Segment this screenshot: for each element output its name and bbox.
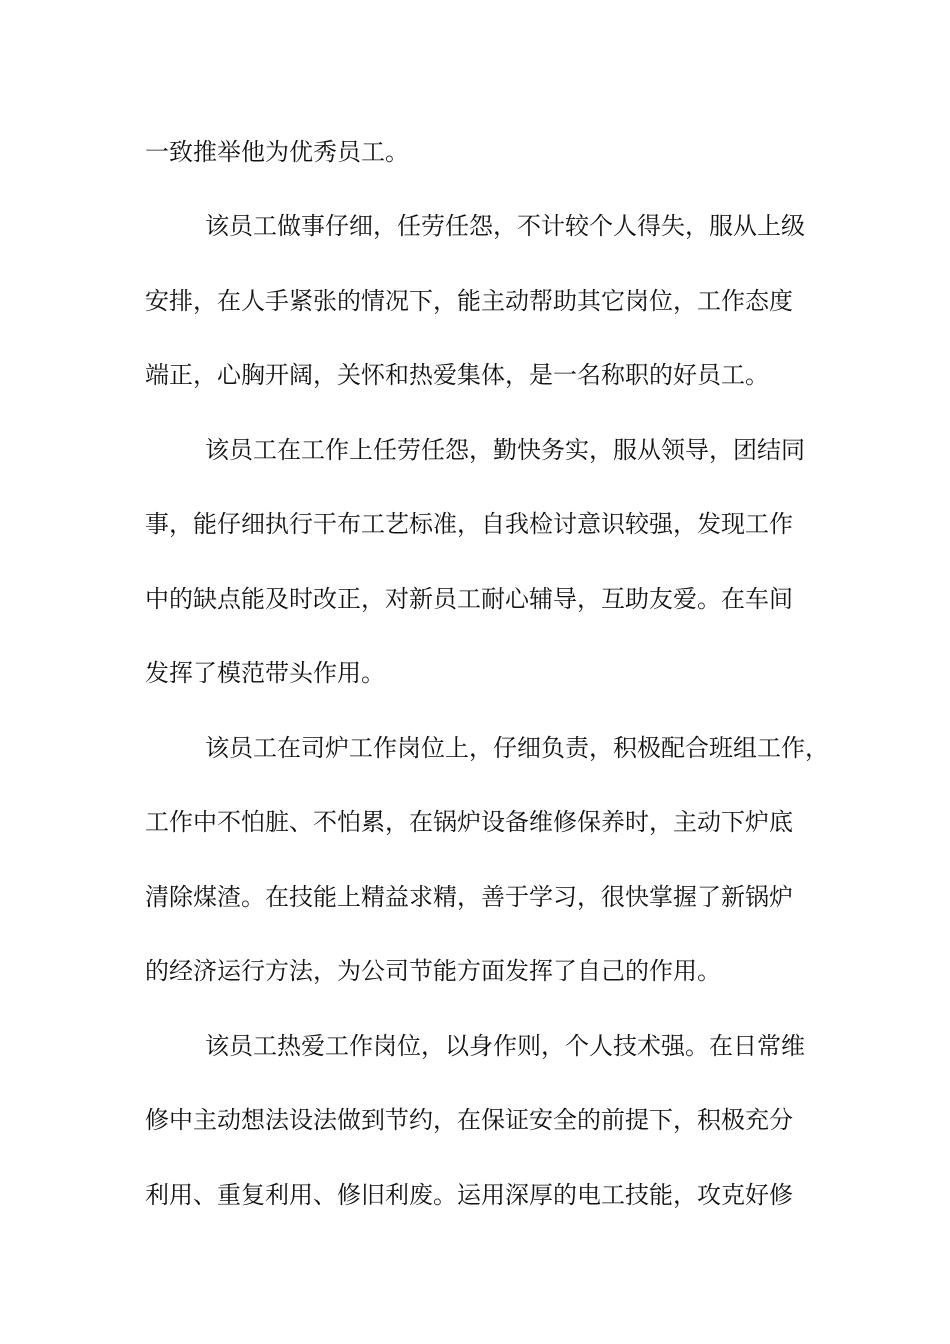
text-line: 发挥了模范带头作用。	[145, 659, 385, 687]
text-line: 事，能仔细执行干布工艺标准，自我检讨意识较强，发现工作	[145, 510, 793, 538]
text-line: 安排，在人手紧张的情况下，能主动帮助其它岗位，工作态度	[145, 287, 793, 315]
text-line: 的经济运行方法，为公司节能方面发挥了自己的作用。	[145, 957, 721, 985]
text-line: 中的缺点能及时改正，对新员工耐心辅导，互助友爱。在车间	[145, 585, 793, 613]
text-line: 端正，心胸开阔，关怀和热爱集体，是一名称职的好员工。	[145, 361, 769, 389]
text-line: 一致推举他为优秀员工。	[145, 138, 409, 166]
text-line: 工作中不怕脏、不怕累，在锅炉设备维修保养时，主动下炉底	[145, 808, 793, 836]
text-line: 利用、重复利用、修旧利废。运用深厚的电工技能，攻克好修	[145, 1181, 793, 1209]
paragraph-first-line: 该员工在工作上任劳任怨，勤快务实，服从领导，团结同	[205, 436, 805, 464]
paragraph-first-line: 该员工在司炉工作岗位上，仔细负责，积极配合班组工作，	[205, 734, 829, 762]
paragraph-first-line: 该员工热爱工作岗位，以身作则，个人技术强。在日常维	[205, 1032, 805, 1060]
paragraph-first-line: 该员工做事仔细，任劳任怨，不计较个人得失，服从上级	[205, 212, 805, 240]
text-line: 清除煤渣。在技能上精益求精，善于学习，很快掌握了新锅炉	[145, 883, 793, 911]
text-line: 修中主动想法设法做到节约，在保证安全的前提下，积极充分	[145, 1106, 793, 1134]
